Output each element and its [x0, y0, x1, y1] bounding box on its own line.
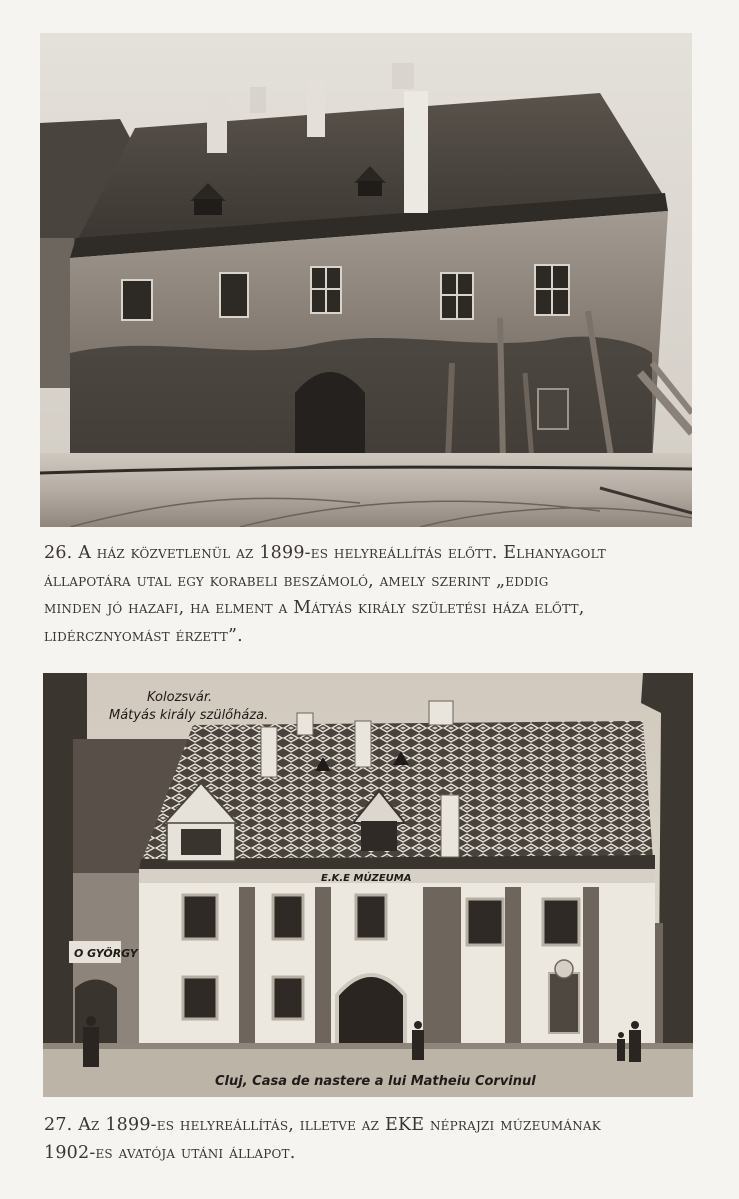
- photo-2-illustration: [43, 673, 693, 1097]
- caption-line: állapotára utal egy korabeli beszámoló, amely szerint „eddig: [44, 570, 549, 591]
- caption-line: 27. Az 1899-es helyreállítás, illetve az EKE néprajzi múzeumának: [44, 1115, 601, 1135]
- figure-26-caption: [44, 540, 694, 650]
- shop-sign: O GYÖRGY: [74, 947, 138, 960]
- photo-house-before-restoration: [40, 33, 692, 527]
- facade-sign: E.K.E MÚZEUMA: [321, 873, 412, 884]
- postcard-house-after-restoration: [43, 673, 693, 1097]
- postcard-title-line-1: Kolozsvár.: [147, 690, 213, 705]
- caption-line: minden jó hazafi, ha elment a Mátyás király születési háza előtt,: [44, 598, 585, 618]
- postcard-bottom-text: Cluj, Casa de nastere a lui Matheiu Corvinul: [215, 1074, 536, 1089]
- postcard-title-line-2: Mátyás király szülőháza.: [109, 708, 269, 723]
- photo-1-illustration: [40, 33, 692, 527]
- caption-line: lidércznyomást érzett”.: [44, 625, 243, 646]
- caption-line: 1902-es avatója utáni állapot.: [44, 1142, 296, 1163]
- caption-line: 26. A ház közvetlenül az 1899-es helyreállítás előtt. Elhanyagolt: [44, 543, 606, 563]
- figure-27-caption: [44, 1112, 694, 1167]
